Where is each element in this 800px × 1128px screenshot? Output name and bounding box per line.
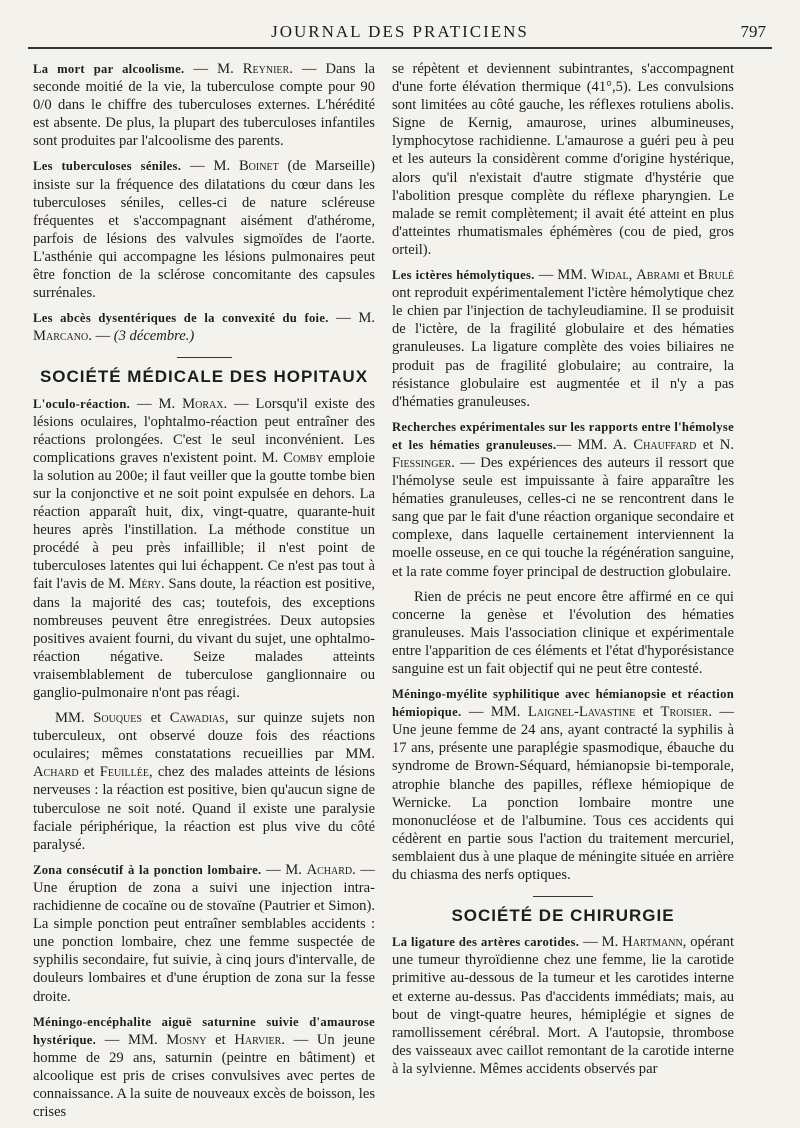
dash: — M.: [261, 861, 307, 878]
article-text: , opérant une tumeur thyroïdienne chez une femme, lie la carotide primitive au-dessous de la tumeur et les carotides interne et externe au-dessus. Pas d'accidents immédiats; mais, au bout de vingt-quatre heures, hémiplégie et signes de ramollissement cérébral. Mort. A l'autopsie, thrombose des vaisseaux avec caillot remontant de la carotide interne à la sylvienne. Mêmes accidents observés par: [392, 934, 734, 1077]
article-text: . — Dans la seconde moitié de la vie, la tuberculose compte pour 90 0/0 dans le chiffre des tuberculoses externes. L'hérédité est absente. De plus, la plupart des tuberculoses infantiles sont produites par l'alcoolisme des parents.: [33, 61, 376, 150]
article-text: emploie la solution au 200e; il faut veiller que la goutte tombe bien sur la conjonctive et ne soit point expulsée en dehors. La réaction apparaît huit, dix, vingt-quatre, quarante-huit heures après l'instillation. La méthode constitue un procédé à peu près infaillible; il n'est point de tuberculoses latentes qui lui échappent. Ce n'est pas tout à fait l'avis de M.: [33, 449, 375, 593]
running-header: [28, 18, 772, 44]
author-name: Troisier: [660, 704, 709, 721]
article-text: (de Marseille) insiste sur la fréquence des dilatations du cœur dans les tuberculoses séniles, celles-ci de nature scléreuse fréquentes et s'accompagnant aisément d'athérome, parfois de lésions des valvules sigmoïdes de l'aorte. L'asthénie qui accompagne les lésions pulmonaires peut être fonction de la sclérose concomitante des capsules surrénales.: [33, 158, 375, 302]
author-name: Mosny: [166, 1031, 207, 1048]
article-alcoolisme: [33, 60, 375, 150]
dash: — MM.: [461, 704, 528, 721]
article-heading: Recherches expérimentales sur les rapports entre l'hémolyse et les hématies granuleuses.: [392, 419, 734, 452]
separator-text: et: [679, 267, 699, 284]
article-text: . — Lorsqu'il existe des lésions oculaires, l'ophtalmo-réaction peut entraîner des réactions prolongées. C'est le seul inconvénient. Les complications graves n'existent point. M.: [33, 395, 375, 466]
header-rule: [28, 47, 772, 49]
author-name: Widal: [590, 267, 629, 284]
section-separator: [177, 357, 232, 358]
article-text: . — Des expériences des auteurs il ressort que l'hémolyse seule est impuissante à faire apparaître les hématies granuleuses, celles-ci ne se rencontrent dans le sang que par le fait d'une réaction organique secondaire et complexe, dans laquelle certainement interviennent la moelle osseuse, en ce qui touche la régénération sanguine, et la rate comme foyer principal de destruction globulaire.: [392, 454, 734, 580]
article-heading: L'oculo-réaction.: [33, 396, 131, 411]
author-name: Hartmann: [622, 934, 683, 951]
article-heading: Zona consécutif à la ponction lombaire.: [33, 862, 262, 877]
article-text: et: [78, 764, 100, 781]
article-text: , chez des malades atteints de lésions nerveuses : la réaction est positive, bien qu'aucun signe de tuberculose ne soit noté. Quand il existe une paralysie faciale périphérique, la réaction est plus vive du côté paralysé.: [33, 764, 375, 853]
article-heading: Méningo-encéphalite aiguë saturnine suivie d'amaurose hystérique.: [33, 1014, 375, 1047]
article-text: . — Une éruption de zona a suivi une injection intra-rachidienne de cocaïne ou de stovaïne (Pautrier et Simon). La simple ponction peut entraîner semblables accidents : une ponction lombaire, chez une femme suspectée de syphilis secondaire, fut suivie, à cinq jours d'intervalle, de douleurs lombaires et d'une éruption de zona sur la fesse droite.: [33, 861, 376, 1005]
article-text: . —: [88, 328, 114, 345]
author-name: Boinet: [238, 158, 279, 175]
author-name: Reynier: [242, 61, 290, 77]
dash: — M.: [328, 310, 376, 327]
author-name: Fiessinger: [392, 454, 452, 471]
session-date: (3 décembre.): [113, 328, 195, 345]
article-meningo-myelite: [392, 685, 734, 884]
article-text: , sur quinze sujets non tuberculeux, ont observé douze fois des réactions oculaires; mêmes constatations recueillies par MM.: [33, 710, 375, 763]
author-name: Souques: [93, 710, 142, 727]
author-name: Morax: [182, 395, 224, 412]
dash: — MM. A.: [556, 436, 634, 453]
article-text: MM.: [55, 710, 94, 727]
section-title-chirurgie: SOCIÉTÉ DE CHIRURGIE: [451, 906, 675, 926]
author-name: Chauffard: [633, 436, 697, 453]
author-name: Brulé: [698, 267, 734, 284]
journal-title: JOURNAL DES PRATICIENS: [271, 22, 529, 41]
dash: — MM.: [534, 267, 591, 284]
dash: — M.: [181, 158, 239, 175]
article-meningo-encephalite: [33, 1013, 375, 1122]
right-column: [392, 60, 734, 1085]
page-number: 797: [740, 22, 766, 41]
article-text: . — Une jeune femme de 24 ans, ayant contracté la syphilis à 17 ans, présente une paraplégie spasmodique, ébauche du syndrome de Brown-Séquard, hémianopsie bi-temporale, atrophie blanche des papilles, réflexe hémiopique de Wernicke. La ponction lombaire montre une mononucléose et de l'albumine. Tous ces accidents qui cédèrent en partie sous l'action du traitement mercuriel, semblaient dus à une plaque de méningite située en arrière du chiasma des nerfs optiques.: [392, 704, 735, 884]
author-name: Marcano: [33, 328, 89, 345]
author-name: Achard: [306, 861, 353, 878]
author-name: Abrami: [636, 267, 680, 284]
author-name: Comby: [283, 449, 324, 466]
article-heading: Les abcès dysentériques de la convexité du foie.: [33, 311, 329, 326]
section-separator: [533, 896, 593, 897]
article-heading: La ligature des artères carotides.: [392, 935, 580, 950]
dash: — MM.: [96, 1031, 167, 1048]
author-name: Laignel-Lavastine: [527, 704, 636, 721]
author-name: Harvier: [234, 1031, 282, 1048]
article-heading: Les tuberculoses séniles.: [33, 159, 182, 174]
author-name: Feuillée: [99, 764, 149, 781]
section-title-hopitaux: SOCIÉTÉ MÉDICALE DES HOPITAUX: [39, 367, 369, 387]
article-recherches-hemolyse-cont: [392, 588, 734, 678]
article-heading: La mort par alcoolisme.: [33, 62, 185, 76]
article-heading: Méningo-myélite syphilitique avec hémianopsie et réaction hémiopique.: [392, 687, 734, 720]
article-text: se répètent et deviennent subintrantes, s'accompagnent d'une forte élévation thermique (41°,5). Les convulsions sont limitées au côté gauche, les réflexes rotuliens abolis. Signe de Kernig, amaurose, urines albumineuses, lymphocytose rachidienne. L'amaurose a guéri peu à peu et les auteurs la considèrent comme d'origine hystérique, alors qu'il n'existait d'autre stigmate d'hystérie que l'abolition presque complète du réflexe pharyngien. Le malade se remit complètement; il avait été atteint en plus d'atteintes rhumatismales éphémères (cou de pied, gros orteil).: [392, 61, 734, 258]
article-oculo-reaction-cont: [33, 709, 375, 854]
article-icteres-hemolytiques: [392, 266, 734, 411]
dash: — M.: [184, 61, 243, 77]
article-meningo-encephalite-cont: [392, 60, 734, 259]
article-text: . Sans doute, la réaction est positive, dans la majorité des cas; toutefois, des exceptions nombreuses peuvent être enregistrées. Deux autopsies positives avaient fourni, du vivant du sujet, une ophtalmo-réaction négative. Seize malades atteints vraisemblablement de tuberculose ganglionnaire ou ganglio-pulmonaire n'ont pas réagi.: [33, 576, 375, 701]
dash: — M.: [579, 934, 623, 951]
article-text: et: [141, 710, 170, 727]
article-ligature-carotides: [392, 933, 734, 1078]
article-abces-dysenteriques: [33, 309, 375, 345]
article-tuberculoses-seniles: [33, 157, 375, 302]
article-text: ont reproduit expérimentalement l'ictère hémolytique chez le chien par l'injection de tachyleudiamine. Il se produisit de l'ictère, de la fragilité globulaire et des hématies granuleuses. La ligature complète des voies biliaires ne produit pas de fragilité globulaire; au contraire, la résistance globulaire est augmentée et il n'y a pas d'hématies granuleuses.: [392, 285, 734, 410]
author-name: Méry: [128, 576, 161, 593]
article-recherches-hemolyse: [392, 418, 734, 581]
article-zona: [33, 861, 375, 1006]
dash: — M.: [130, 395, 183, 412]
article-text: . — Un jeune homme de 29 ans, saturnin (peintre en bâtiment) et alcoolique est pris de crises convulsives avec pertes de connaissance. A la suite de nouveaux excès de boisson, les crises: [33, 1031, 375, 1121]
separator-text: ,: [628, 267, 637, 284]
article-text: et: [635, 704, 661, 721]
article-text: et: [206, 1031, 235, 1048]
left-column: [33, 60, 375, 1128]
article-text: et N.: [696, 436, 734, 453]
article-text: Rien de précis ne peut encore être affirmé en ce qui concerne la genèse et l'évolution des hématies granuleuses. Mais l'association clinique et expérimentale entre l'apparition de ces éléments et l'état d'hyporésistance sanguine est un fait objectif qui ne peut être contesté.: [392, 588, 734, 677]
author-name: Cawadias: [169, 710, 225, 727]
article-oculo-reaction: [33, 395, 375, 703]
article-heading: Les ictères hémolytiques.: [392, 268, 535, 283]
author-name: Achard: [33, 764, 79, 781]
